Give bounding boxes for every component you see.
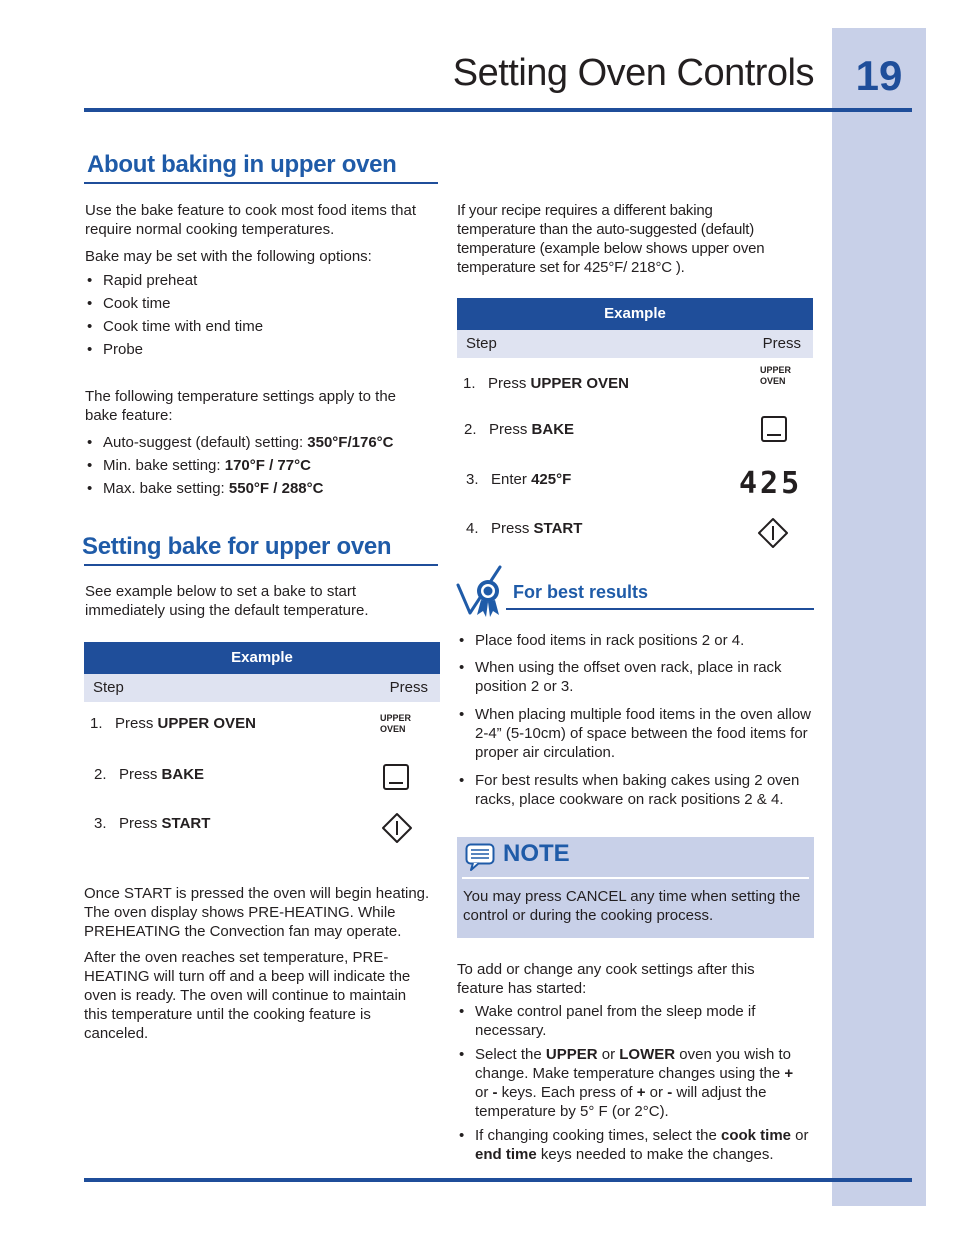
table-header: Example	[84, 642, 440, 674]
about-heading-rule	[84, 182, 438, 184]
list-item: • Select the UPPER or LOWER oven you wish to change. Make temperature changes using the + or - keys. Each press of + or - will adjust the temperature by 5° F (or 2°C).	[457, 1045, 809, 1121]
list-item: • For best results when baking cakes using 2 oven racks, place cookware on rack positions 2 & 4.	[457, 771, 814, 809]
after-paragraph-2: After the oven reaches set temperature, PRE-HEATING will turn off and a beep will indicate the oven is ready. The oven will continue to maintain this temperature until the cooking feature is canceled.	[84, 949, 411, 1042]
table-row: 2. Press BAKE	[464, 421, 575, 438]
best-results-rule	[506, 608, 814, 610]
list-item: • Auto-suggest (default) setting: 350°F/176°C	[85, 433, 437, 452]
list-item: • Rapid preheat	[85, 271, 425, 290]
list-item: • Cook time	[85, 294, 425, 313]
upper-oven-key: UPPER OVEN	[380, 713, 412, 734]
start-key-icon	[381, 812, 413, 844]
setting-heading: Setting bake for upper oven	[82, 533, 392, 560]
best-results-heading: For best results	[513, 582, 649, 602]
note-text: You may press CANCEL any time when setting the control or during the cooking process.	[463, 888, 801, 924]
temp-intro: The following temperature settings apply to the bake feature:	[85, 388, 397, 424]
list-item: • Cook time with end time	[85, 317, 425, 336]
change-intro: To add or change any cook settings after this feature has started:	[457, 961, 755, 997]
page-number: 19	[855, 52, 903, 99]
bake-key-icon	[383, 764, 409, 790]
list-item: • Probe	[85, 340, 425, 359]
note-title: NOTE	[503, 840, 570, 867]
setting-heading-rule	[84, 564, 438, 566]
list-item: • When placing multiple food items in the oven allow 2-4” (5-10cm) of space between the food items for proper air circulation.	[457, 705, 814, 762]
list-item: • If changing cooking times, select the cook time or end time keys needed to make the changes.	[457, 1126, 809, 1164]
example-table-left	[84, 642, 440, 702]
upper-oven-key: UPPER OVEN	[760, 365, 792, 386]
note-speech-icon	[465, 843, 495, 871]
about-paragraph-2: Bake may be set with the following options:	[85, 248, 372, 265]
table-row: 3. Enter 425°F	[466, 471, 572, 488]
list-item: • Wake control panel from the sleep mode if necessary.	[457, 1002, 809, 1040]
about-paragraph-1: Use the bake feature to cook most food items that require normal cooking temperatures.	[85, 202, 417, 238]
table-row: 2. Press BAKE	[94, 766, 205, 783]
list-item: • Place food items in rack positions 2 or 4.	[457, 631, 814, 650]
temperature-display: 425	[739, 466, 803, 501]
best-results-list	[457, 631, 814, 809]
table-subheader: Step Press	[84, 674, 440, 702]
setting-paragraph: See example below to set a bake to start immediately using the default temperature.	[85, 583, 369, 619]
intro-paragraph: If your recipe requires a different baking temperature than the auto-suggested (default) temperature (example below shows upper oven temperature set for 425°F/ 218°C ).	[457, 202, 765, 276]
table-row: 3. Press START	[94, 815, 211, 832]
bottom-rule	[84, 1178, 912, 1182]
table-row: 1. Press UPPER OVEN	[90, 715, 256, 732]
list-item: • When using the offset oven rack, place in rack position 2 or 3.	[457, 658, 814, 696]
change-list	[457, 1002, 809, 1164]
temp-list	[85, 433, 437, 498]
table-header: Example	[457, 298, 813, 330]
side-band	[832, 28, 926, 1206]
award-ribbon-icon	[456, 563, 504, 619]
start-key-icon	[757, 517, 789, 549]
after-paragraph-1: Once START is pressed the oven will begin heating. The oven display shows PRE-HEATING. While PREHEATING the Convection fan may operate.	[84, 885, 430, 940]
example-table-right	[457, 298, 813, 358]
page-title: Setting Oven Controls	[452, 52, 814, 94]
bake-key-icon	[761, 416, 787, 442]
list-item: • Max. bake setting: 550°F / 288°C	[85, 479, 437, 498]
table-row: 4. Press START	[466, 520, 583, 537]
bake-options-list	[85, 271, 425, 359]
top-rule	[84, 108, 912, 112]
list-item: • Min. bake setting: 170°F / 77°C	[85, 456, 437, 475]
table-subheader: Step Press	[457, 330, 813, 358]
about-heading: About baking in upper oven	[87, 151, 397, 178]
note-rule	[462, 877, 809, 879]
table-row: 1. Press UPPER OVEN	[463, 375, 629, 392]
